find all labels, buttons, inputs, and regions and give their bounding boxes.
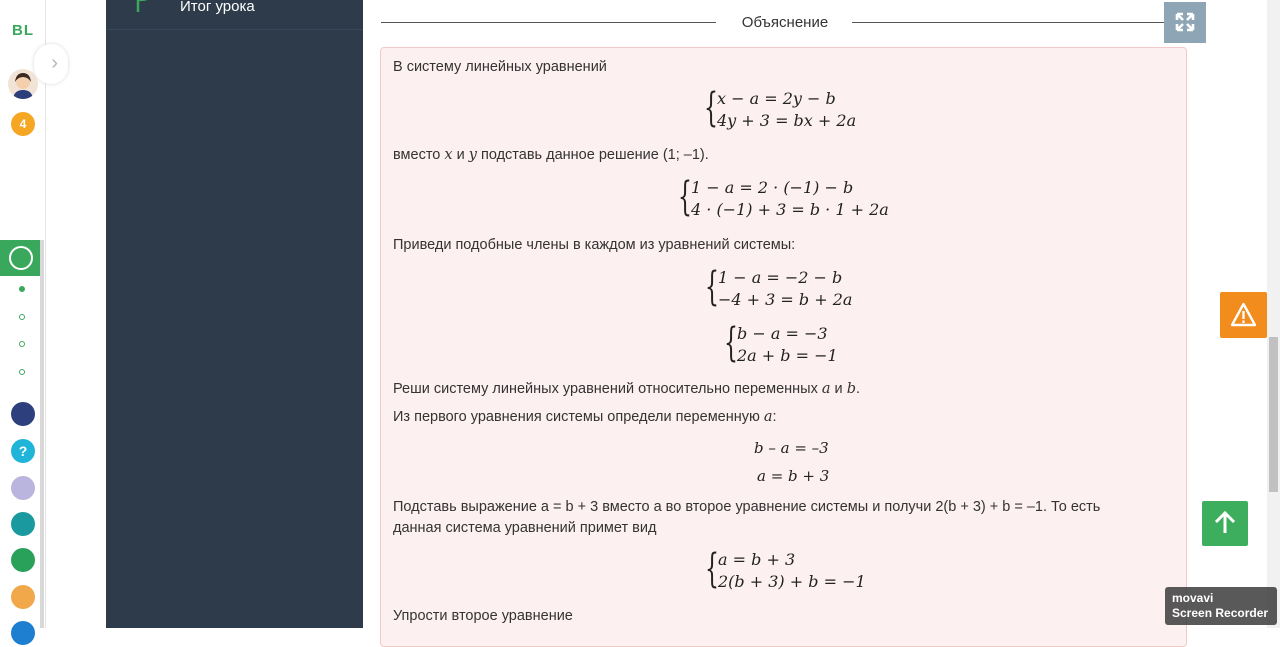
- equation-row: 1 − a = 2 · (−1) − b: [691, 178, 854, 197]
- lab-icon[interactable]: [11, 548, 35, 572]
- equation-line: a = b + 3: [757, 467, 830, 485]
- expand-icon: [1175, 12, 1195, 32]
- equation-row: a = b + 3: [718, 550, 796, 569]
- step-dot[interactable]: [19, 341, 25, 347]
- report-problem-button[interactable]: [1220, 292, 1267, 338]
- equation-row: −4 + 3 = b + 2a: [718, 290, 853, 309]
- sidebar-item-label: Итог урока: [180, 0, 255, 15]
- fullscreen-button[interactable]: [1164, 2, 1206, 43]
- lesson-sidebar: [106, 0, 363, 628]
- step-dot[interactable]: [19, 286, 25, 292]
- store-icon[interactable]: [11, 585, 35, 609]
- explanation-text: [393, 379, 860, 400]
- page-scrollbar[interactable]: [1267, 0, 1280, 628]
- smart-icon[interactable]: [11, 402, 35, 426]
- divider: [852, 22, 1165, 23]
- equation-row: 4y + 3 = bx + 2a: [717, 111, 857, 130]
- math-var: a: [821, 381, 831, 397]
- avatar[interactable]: [8, 69, 38, 99]
- rail-item-online-lesson[interactable]: [0, 240, 40, 276]
- equation-system: { b − a = −3 2a + b = −1: [724, 320, 838, 366]
- left-rail: [0, 0, 58, 628]
- text-fragment: :: [772, 409, 777, 425]
- explanation-text: Приведи подобные члены в каждом из уравнений системы:: [393, 237, 796, 253]
- recorder-name: Screen Recorder: [1172, 606, 1269, 620]
- flag-icon: [134, 0, 156, 14]
- text-fragment: .: [855, 381, 861, 397]
- level-badge: 4: [11, 112, 35, 136]
- math-var: b: [846, 381, 856, 397]
- recorder-brand: movavi: [1172, 591, 1214, 605]
- text-fragment: вместо: [393, 147, 445, 163]
- step-dot[interactable]: [19, 314, 25, 320]
- step-dot[interactable]: [19, 369, 25, 375]
- equation-line: b – a = –3: [754, 439, 829, 457]
- explanation-text: [393, 145, 709, 166]
- text-fragment: подставь данное решение (1; –1).: [476, 147, 709, 163]
- equation-system: { 1 − a = −2 − b −4 + 3 = b + 2a: [705, 264, 853, 310]
- explanation-text: данная система уравнений примет вид: [393, 520, 657, 536]
- recorder-watermark: [1165, 587, 1277, 625]
- math-var: x: [444, 147, 453, 163]
- explanation-text: [393, 407, 777, 428]
- equation-row: 1 − a = −2 − b: [718, 268, 843, 287]
- module-icon[interactable]: [11, 512, 35, 536]
- explanation-text: Упрости второе уравнение: [393, 608, 573, 624]
- equation-row: b − a = −3: [737, 324, 828, 343]
- scrollbar-thumb[interactable]: [1269, 337, 1278, 492]
- board-icon[interactable]: [11, 476, 35, 500]
- text-fragment: и: [452, 147, 469, 163]
- equation-row: 2(b + 3) + b = −1: [718, 572, 866, 591]
- rail-scrollbar[interactable]: [40, 240, 44, 628]
- online-lesson-icon: [9, 246, 33, 270]
- explanation-text: В систему линейных уравнений: [393, 59, 607, 75]
- arrow-up-icon: [1213, 511, 1237, 535]
- equation-row: x − a = 2y − b: [717, 89, 836, 108]
- math-var: y: [468, 147, 477, 163]
- equation-system: { 1 − a = 2 · (−1) − b 4 · (−1) + 3 = b · 1 + 2a: [678, 174, 889, 220]
- equation-row: 2a + b = −1: [737, 346, 838, 365]
- math-var: a: [763, 409, 773, 425]
- equation-system: { x − a = 2y − b 4y + 3 = bx + 2a: [704, 85, 857, 131]
- scroll-to-top-button[interactable]: [1202, 501, 1248, 546]
- equation-system: { a = b + 3 2(b + 3) + b = −1: [705, 546, 866, 592]
- equation-row: 4 · (−1) + 3 = b · 1 + 2a: [691, 200, 889, 219]
- text-fragment: Из первого уравнения системы определи переменную: [393, 409, 764, 425]
- divider: [381, 22, 716, 23]
- text-fragment: и: [830, 381, 847, 397]
- avatar-image: [8, 69, 38, 99]
- sidebar-item-summary[interactable]: [106, 0, 363, 30]
- section-title: Объяснение: [741, 14, 829, 31]
- explanation-text: Подставь выражение a = b + 3 вместо a во второе уравнение системы и получи 2(b + 3) + b = –1. То есть: [393, 499, 1101, 515]
- warning-icon: [1231, 302, 1256, 327]
- explanation-card: [380, 47, 1187, 647]
- app-logo[interactable]: BL: [12, 22, 34, 39]
- text-fragment: Реши систему линейных уравнений относительно переменных: [393, 381, 822, 397]
- help-icon[interactable]: ?: [11, 439, 35, 463]
- expand-rail-button[interactable]: ›: [34, 44, 68, 84]
- more-icon[interactable]: [11, 621, 35, 645]
